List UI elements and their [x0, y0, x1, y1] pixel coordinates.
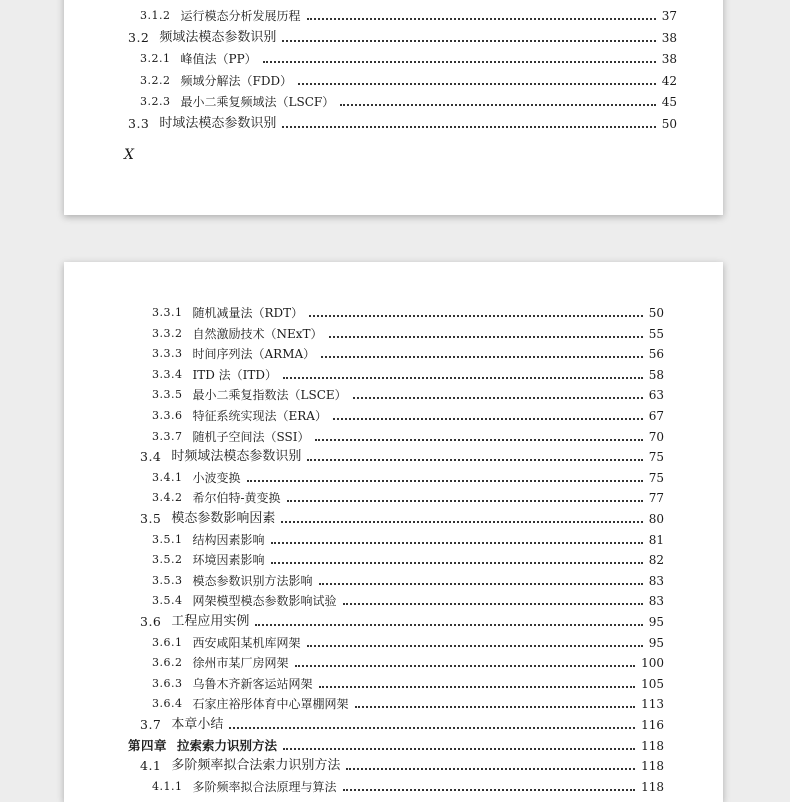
dot-leader: [329, 336, 643, 338]
toc-entry-page-number: 55: [648, 326, 664, 341]
dot-leader: [307, 459, 642, 461]
toc-entry[interactable]: [152, 653, 664, 673]
toc-entry[interactable]: [152, 674, 664, 694]
toc-entry-number: 3.6.4: [152, 697, 183, 711]
toc-entry[interactable]: [152, 385, 664, 405]
toc-entry-title: 最小二乘复频域法（LSCF）: [180, 95, 335, 110]
toc-entry-title: 运行模态分析发展历程: [180, 9, 301, 23]
dot-leader: [319, 686, 636, 688]
toc-entry-page-number: 67: [648, 409, 664, 423]
document-page-2: [64, 262, 723, 802]
toc-entry-page-number: 75: [648, 470, 664, 485]
toc-entry-number: 3.6.2: [152, 656, 183, 670]
page-folio: X: [124, 147, 134, 163]
dot-leader: [271, 542, 643, 544]
dot-leader: [281, 521, 642, 523]
dot-leader: [282, 40, 655, 42]
toc-entry[interactable]: [140, 6, 677, 26]
toc-entry[interactable]: [152, 365, 664, 385]
toc-entry-page-number: 80: [648, 512, 664, 526]
toc-entry[interactable]: [152, 468, 664, 488]
toc-entry-page-number: 50: [661, 117, 677, 131]
toc-entry-page-number: 113: [641, 697, 664, 712]
dot-leader: [315, 439, 642, 441]
dot-leader: [271, 562, 643, 564]
toc-entry-title: 徐州市某厂房网架: [192, 656, 289, 671]
toc-entry-title: ITD 法（ITD）: [192, 367, 278, 382]
toc-entry-page-number: 58: [648, 367, 664, 382]
toc-entry-page-number: 56: [648, 347, 664, 362]
toc-entry-number: 3.5.4: [152, 594, 183, 608]
dot-leader: [247, 480, 643, 482]
toc-entry[interactable]: [140, 756, 664, 776]
toc-entry-title: 模态参数识别方法影响: [192, 573, 313, 588]
toc-entry-number: 3.3.5: [152, 388, 183, 402]
toc-entry-title: 网架模型模态参数影响试验: [192, 594, 337, 609]
toc-entry-page-number: 42: [661, 73, 677, 88]
dot-leader: [346, 768, 635, 770]
dot-leader: [307, 645, 643, 647]
dot-leader: [255, 624, 642, 626]
dot-leader: [340, 104, 656, 106]
dot-leader: [295, 665, 636, 667]
toc-entry-number: 3.3.3: [152, 347, 183, 361]
toc-entry[interactable]: [152, 550, 664, 570]
toc-entry-page-number: 77: [648, 491, 664, 506]
toc-entry-number: 3.3: [128, 116, 150, 131]
toc-entry-page-number: 75: [648, 450, 664, 465]
toc-entry-number: 3.2: [128, 29, 150, 45]
toc-entry-title: 自然激励技术（NExT）: [192, 326, 323, 341]
toc-entry[interactable]: [140, 71, 677, 91]
toc-entry-number: 3.3.6: [152, 409, 183, 422]
toc-entry-title: 结构因素影响: [192, 532, 265, 547]
toc-entry-title: 时域法模态参数识别: [159, 116, 277, 131]
toc-entry[interactable]: [140, 612, 664, 632]
toc-entry-title: 乌鲁木齐新客运站网架: [192, 676, 313, 691]
toc-entry[interactable]: [128, 736, 664, 756]
toc-entry-number: 3.1.2: [140, 9, 171, 22]
toc-entry[interactable]: [128, 28, 677, 48]
toc-entry[interactable]: [152, 633, 664, 653]
toc-entry-number: 3.3.4: [152, 367, 183, 381]
toc-entry-page-number: 63: [648, 388, 664, 403]
toc-entry-number: 3.2.1: [140, 52, 171, 66]
toc-entry-number: 4.1.1: [152, 779, 183, 793]
toc-entry[interactable]: [152, 427, 664, 447]
toc-entry-number: 3.2.3: [140, 95, 171, 109]
toc-entry-title: 峰值法（PP）: [180, 52, 257, 67]
toc-entry[interactable]: [140, 92, 677, 112]
toc-entry-number: 3.2.2: [140, 73, 171, 87]
toc-entry-page-number: 116: [641, 718, 664, 732]
toc-entry-page-number: 81: [648, 532, 664, 547]
dot-leader: [307, 18, 656, 20]
toc-entry[interactable]: [140, 49, 677, 69]
toc-entry-number: 3.6.3: [152, 676, 183, 690]
toc-entry-page-number: 70: [648, 429, 664, 444]
dot-leader: [229, 727, 635, 729]
toc-entry-page-number: 82: [648, 553, 664, 568]
toc-entry[interactable]: [140, 715, 664, 735]
toc-entry[interactable]: [152, 777, 664, 797]
dot-leader: [298, 83, 656, 85]
toc-entry-title: 随机减量法（RDT）: [192, 306, 304, 320]
document-page-1: [64, 0, 723, 215]
toc-entry-title: 随机子空间法（SSI）: [192, 429, 310, 444]
toc-entry-title: 时间序列法（ARMA）: [192, 347, 316, 362]
toc-entry-number: 3.4.1: [152, 470, 183, 484]
toc-entry-number: 3.7: [140, 717, 162, 732]
toc-entry-number: 3.4: [140, 449, 162, 465]
toc-entry-title: 希尔伯特-黄变换: [192, 491, 281, 506]
toc-entry-page-number: 118: [641, 779, 664, 794]
toc-entry-page-number: 45: [661, 95, 677, 110]
dot-leader: [287, 500, 643, 502]
dot-leader: [283, 748, 635, 750]
toc-entry-page-number: 100: [641, 656, 664, 671]
toc-entry-title: 时频域法模态参数识别: [171, 449, 302, 465]
toc-entry-number: 3.4.2: [152, 491, 183, 505]
toc-entry[interactable]: [152, 406, 664, 426]
dot-leader: [283, 377, 643, 379]
toc-entry-number: 3.5.2: [152, 553, 183, 567]
toc-entry-number: 3.6: [140, 614, 162, 629]
toc-entry-title: 频域法模态参数识别: [159, 29, 277, 45]
toc-entry[interactable]: [140, 447, 664, 467]
toc-entry-title: 拉索索力识别方法: [177, 737, 278, 753]
toc-entry-page-number: 95: [648, 615, 664, 629]
toc-entry-title: 频域分解法（FDD）: [180, 73, 293, 88]
toc-entry-title: 小波变换: [192, 470, 241, 485]
toc-entry-title: 多阶频率拟合法索力识别方法: [171, 758, 341, 774]
toc-entry-page-number: 38: [661, 52, 677, 67]
toc-entry[interactable]: [152, 344, 664, 364]
dot-leader: [353, 397, 643, 399]
toc-entry[interactable]: [128, 114, 677, 134]
dot-leader: [309, 315, 643, 317]
dot-leader: [319, 583, 643, 585]
toc-entry-page-number: 37: [661, 9, 677, 23]
toc-entry-number: 3.5.3: [152, 573, 183, 587]
toc-entry[interactable]: [140, 509, 664, 529]
toc-entry-title: 特征系统实现法（ERA）: [192, 409, 327, 423]
toc-entry-number: 3.3.1: [152, 306, 183, 319]
toc-entry-title: 石家庄裕彤体育中心罩棚网架: [192, 697, 349, 712]
dot-leader: [333, 418, 643, 420]
toc-entry-number: 3.3.2: [152, 326, 183, 340]
toc-entry-title: 工程应用实例: [171, 614, 250, 629]
toc-entry-title: 本章小结: [171, 717, 224, 732]
toc-entry[interactable]: [152, 324, 664, 344]
toc-entry-page-number: 50: [648, 306, 664, 320]
toc-entry-page-number: 105: [641, 676, 664, 691]
toc-entry-title: 西安咸阳某机库网架: [192, 635, 301, 650]
toc-entry-title: 多阶频率拟合法原理与算法: [192, 779, 337, 794]
toc-entry-number: 3.5.1: [152, 532, 183, 546]
toc-entry[interactable]: [152, 488, 664, 508]
toc-entry-number: 3.6.1: [152, 635, 183, 649]
toc-entry[interactable]: [152, 303, 664, 323]
toc-entry[interactable]: [152, 591, 664, 611]
dot-leader: [263, 61, 656, 63]
toc-entry-title: 环境因素影响: [192, 553, 265, 568]
toc-entry-page-number: 83: [648, 573, 664, 588]
toc-entry-number: 3.3.7: [152, 429, 183, 443]
dot-leader: [355, 706, 636, 708]
toc-entry-page-number: 118: [641, 738, 664, 753]
toc-entry-title: 最小二乘复指数法（LSCE）: [192, 388, 347, 403]
toc-entry[interactable]: [152, 530, 664, 550]
toc-entry[interactable]: [152, 694, 664, 714]
toc-entry-number: 4.1: [140, 758, 162, 774]
dot-leader: [282, 126, 655, 128]
toc-entry-number: 3.5: [140, 511, 162, 526]
toc-entry-page-number: 83: [648, 594, 664, 609]
toc-entry-page-number: 95: [648, 635, 664, 650]
toc-entry-page-number: 118: [641, 759, 664, 774]
toc-entry[interactable]: [152, 571, 664, 591]
dot-leader: [343, 603, 643, 605]
toc-entry-number: 第四章: [128, 737, 168, 753]
dot-leader: [321, 356, 643, 358]
toc-entry-page-number: 38: [661, 30, 677, 45]
toc-entry-title: 模态参数影响因素: [171, 511, 276, 526]
